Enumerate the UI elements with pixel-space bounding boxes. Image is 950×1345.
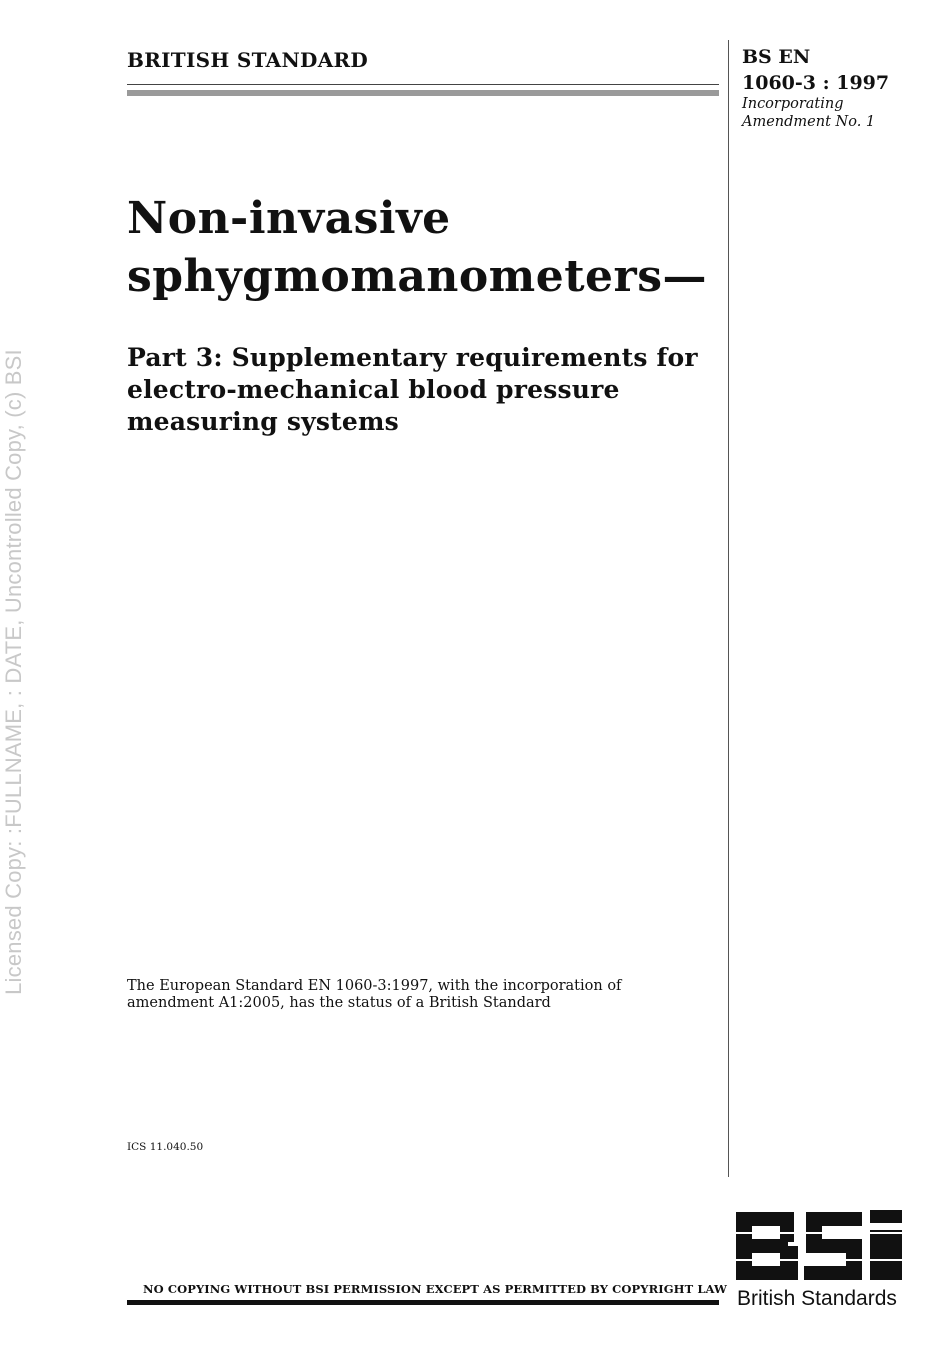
ics-code: ICS 11.040.50: [127, 1141, 204, 1153]
vertical-divider: [728, 40, 729, 1177]
copyright-notice: NO COPYING WITHOUT BSI PERMISSION EXCEPT AS PERMITTED BY COPYRIGHT LAW: [143, 1282, 728, 1296]
amendment-note: [742, 95, 875, 131]
bsi-logo-mark: [736, 1210, 904, 1282]
amendment-line2: Amendment No. 1: [742, 114, 876, 130]
license-watermark: Licensed Copy: :FULLNAME, : DATE, Uncontrolled Copy, (c) BSI: [1, 349, 26, 995]
footer-rule: [127, 1300, 719, 1305]
bsi-logo-caption: British Standards: [737, 1287, 897, 1310]
standard-number-line2: 1060-3 : 1997: [742, 72, 890, 94]
title-line1: Non-invasive: [127, 193, 451, 244]
header-thick-rule: [127, 90, 719, 96]
header-thin-rule: [127, 84, 719, 85]
subtitle-line3: measuring systems: [127, 407, 399, 436]
subtitle-line1: Part 3: Supplementary requirements for: [127, 343, 698, 372]
status-statement: [127, 978, 687, 1012]
document-title: [127, 190, 707, 306]
status-line2: amendment A1:2005, has the status of a British Standard: [127, 995, 551, 1011]
document-type-label: BRITISH STANDARD: [127, 48, 369, 72]
bsi-logo: [736, 1210, 904, 1282]
document-subtitle: [127, 342, 727, 438]
standard-number: [742, 44, 889, 96]
title-line2: sphygmomanometers—: [127, 251, 707, 302]
standard-number-line1: BS EN: [742, 46, 811, 68]
subtitle-line2: electro-mechanical blood pressure: [127, 375, 620, 404]
status-line1: The European Standard EN 1060-3:1997, with the incorporation of: [127, 978, 622, 994]
amendment-line1: Incorporating: [742, 96, 844, 112]
